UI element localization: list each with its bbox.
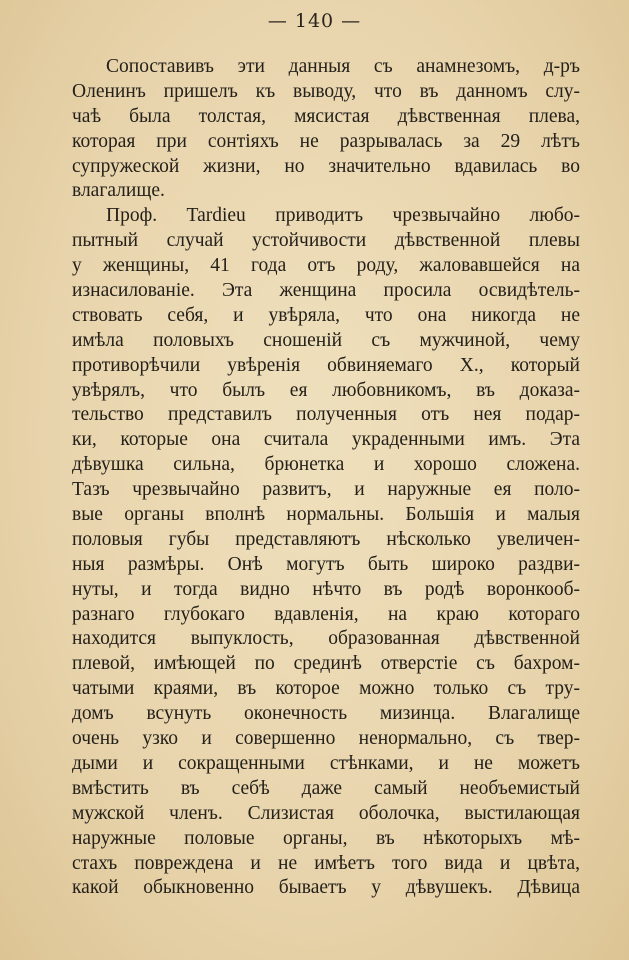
- text-line: ствовать себя, и увѣряла, что она никогда не: [72, 304, 580, 326]
- page-number: — 140 —: [267, 10, 362, 32]
- text-line: чаѣ была толстая, мясистая дѣвственная плева,: [72, 105, 580, 127]
- paragraph-2: [72, 204, 580, 901]
- text-line: имѣла половыхъ сношеній съ мужчиной, чему: [72, 329, 580, 351]
- text-line: разнаго глубокаго вдавленія, на краю котораго: [72, 603, 580, 625]
- text-line: какой обыкновенно бываетъ у дѣвушекъ. Дѣвица: [72, 877, 580, 899]
- text-line: дѣвушка сильна, брюнетка и хорошо сложена.: [72, 454, 580, 476]
- paragraph-1: [72, 55, 580, 204]
- text-line: супружеской жизни, но значительно вдавилась во: [72, 155, 580, 177]
- text-line: противорѣчили увѣренія обвиняемаго X., который: [72, 354, 580, 376]
- text-line: которая при сонтіяхъ не разрывалась за 29 лѣтъ: [72, 130, 580, 152]
- text-line: увѣрялъ, что былъ ея любовникомъ, въ доказа-: [72, 379, 580, 401]
- text-line: очень узко и совершенно ненормально, съ твер-: [72, 728, 580, 750]
- text-line: влагалище.: [72, 180, 165, 202]
- text-line: ки, которые она считала украденными имъ. Эта: [72, 429, 580, 451]
- text-line: вые органы вполнѣ нормальны. Большія и малыя: [72, 504, 580, 526]
- text-line: Оленинъ пришелъ къ выводу, что въ данномъ слу-: [72, 80, 580, 102]
- text-line: тельство представилъ полученныя отъ нея подар-: [72, 404, 580, 426]
- text-line: мужской членъ. Слизистая оболочка, выстилающая: [72, 802, 580, 824]
- text-line: пытный случай устойчивости дѣвственной плевы: [72, 230, 580, 252]
- text-line: Тазъ чрезвычайно развитъ, и наружные ея поло-: [72, 479, 580, 501]
- text-line: дыми и сокращенными стѣнками, и не можетъ: [72, 752, 580, 774]
- text-line: плевой, имѣющей по срединѣ отверстіе съ бахром-: [72, 653, 580, 675]
- text-line: наружные половые органы, въ нѣкоторыхъ мѣ-: [72, 827, 580, 849]
- text-line: нуты, и тогда видно нѣчто въ родѣ воронкооб-: [72, 578, 580, 600]
- text-line: находится выпуклость, образованная дѣвственной: [72, 628, 580, 650]
- text-line: Сопоставивъ эти данныя съ анамнезомъ, д-ръ: [106, 56, 580, 77]
- text-line: вмѣстить въ себѣ даже самый необъемистый: [72, 777, 580, 799]
- text-line: стахъ повреждена и не имѣетъ того вида и цвѣта,: [72, 852, 580, 874]
- text-line: чатыми краями, въ которое можно только съ тру-: [72, 678, 580, 700]
- text-line: Проф. Tardieu приводитъ чрезвычайно любо-: [106, 205, 580, 227]
- text-line: у женщины, 41 года отъ роду, жаловавшейся на: [72, 255, 580, 277]
- text-line: ныя размѣры. Онѣ могутъ быть широко раздви-: [72, 553, 580, 575]
- text-line: половыя губы представляютъ нѣсколько увеличен-: [72, 528, 580, 550]
- text-line: изнасилованіе. Эта женщина просила освидѣтель-: [72, 280, 580, 302]
- body-text: [72, 55, 580, 901]
- text-line: домъ всунуть оконечность мизинца. Влагалище: [72, 703, 580, 725]
